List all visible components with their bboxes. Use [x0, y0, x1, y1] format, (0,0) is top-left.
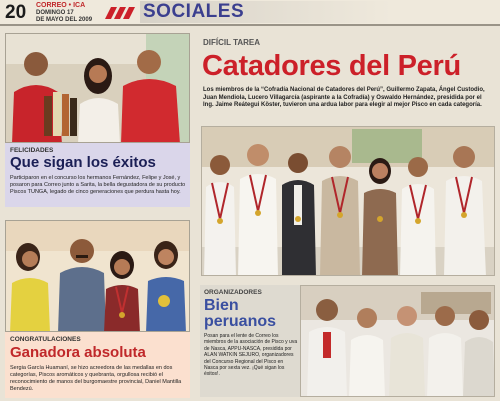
issue-day: DOMINGO 17 [36, 9, 74, 16]
section-stripes-icon [105, 7, 135, 19]
photo-pisco-tunga [5, 33, 190, 143]
photo-ganadora [5, 220, 190, 332]
section-title: SOCIALES [143, 1, 245, 22]
kicker-congratulaciones: CONGRATULACIONES [10, 336, 81, 343]
kicker-main: DIFÍCIL TAREA [203, 38, 261, 47]
body-main: Los miembros de la “Cofradía Nacional de Catadores del Perú”, Guillermo Zapata, Ángel Custodio, Juan Mendiola, Lucero Villagarcía (aspirante a la Cofradía) y Oswaldo Hernández, presidida por el Ing. Jaime Reátegui Köster, tuvieron una ardua labor para elegir al mejor Pisco en cada categoría. [203, 87, 485, 108]
issue-date: DE MAYO DEL 2009 [36, 17, 93, 23]
caption-felicidades [5, 143, 190, 207]
body-organizadores: Posan para el lente de Correo los miembros de la asociación de Pisco y uva de Nasca, APPU-NASCA, presidida por ALAN WATKIN SEJURO, organizadores del Concurso Regional del Pisco en Nasca por sexta vez. ¡Qué sigan los éxitos!. [204, 333, 298, 378]
headline-felicidades: Que sigan los éxitos [10, 154, 156, 171]
kicker-organizadores: ORGANIZADORES [204, 289, 262, 296]
headline-congratulaciones: Ganadora absoluta [10, 344, 146, 361]
photo-organizadores [300, 285, 495, 397]
brand-name: CORREO • ICA [36, 2, 86, 9]
photo-catadores-group [201, 126, 495, 276]
body-congratulaciones: Sergia García Huamaní, se hizo acreedora de las medallas en dos categorías, Piscos aromáticos y quebranta, orgullosa recibió el reconocimiento de manos del burgomaestre provincial, Daniel Mantilla Bendezú. [10, 365, 182, 392]
page-number: 20 [5, 2, 27, 23]
caption-congratulaciones [5, 332, 190, 398]
section-banner [140, 1, 500, 23]
kicker-felicidades: FELICIDADES [10, 147, 54, 154]
caption-organizadores [200, 285, 300, 397]
headline-main: Catadores del Perú [202, 50, 461, 82]
body-felicidades: Participaron en el concurso los hermanos Fernández, Felipe y José, y posaron para Correo junto a Sarita, la bella degustadora de su producto Piscos TUNGA, legado de cinco generaciones que perdura hasta hoy. [10, 175, 186, 195]
headline-organizadores-1: Bien [204, 297, 239, 314]
headline-organizadores-2: peruanos [204, 313, 277, 330]
issue-meta [36, 2, 92, 25]
page-header [0, 0, 500, 26]
